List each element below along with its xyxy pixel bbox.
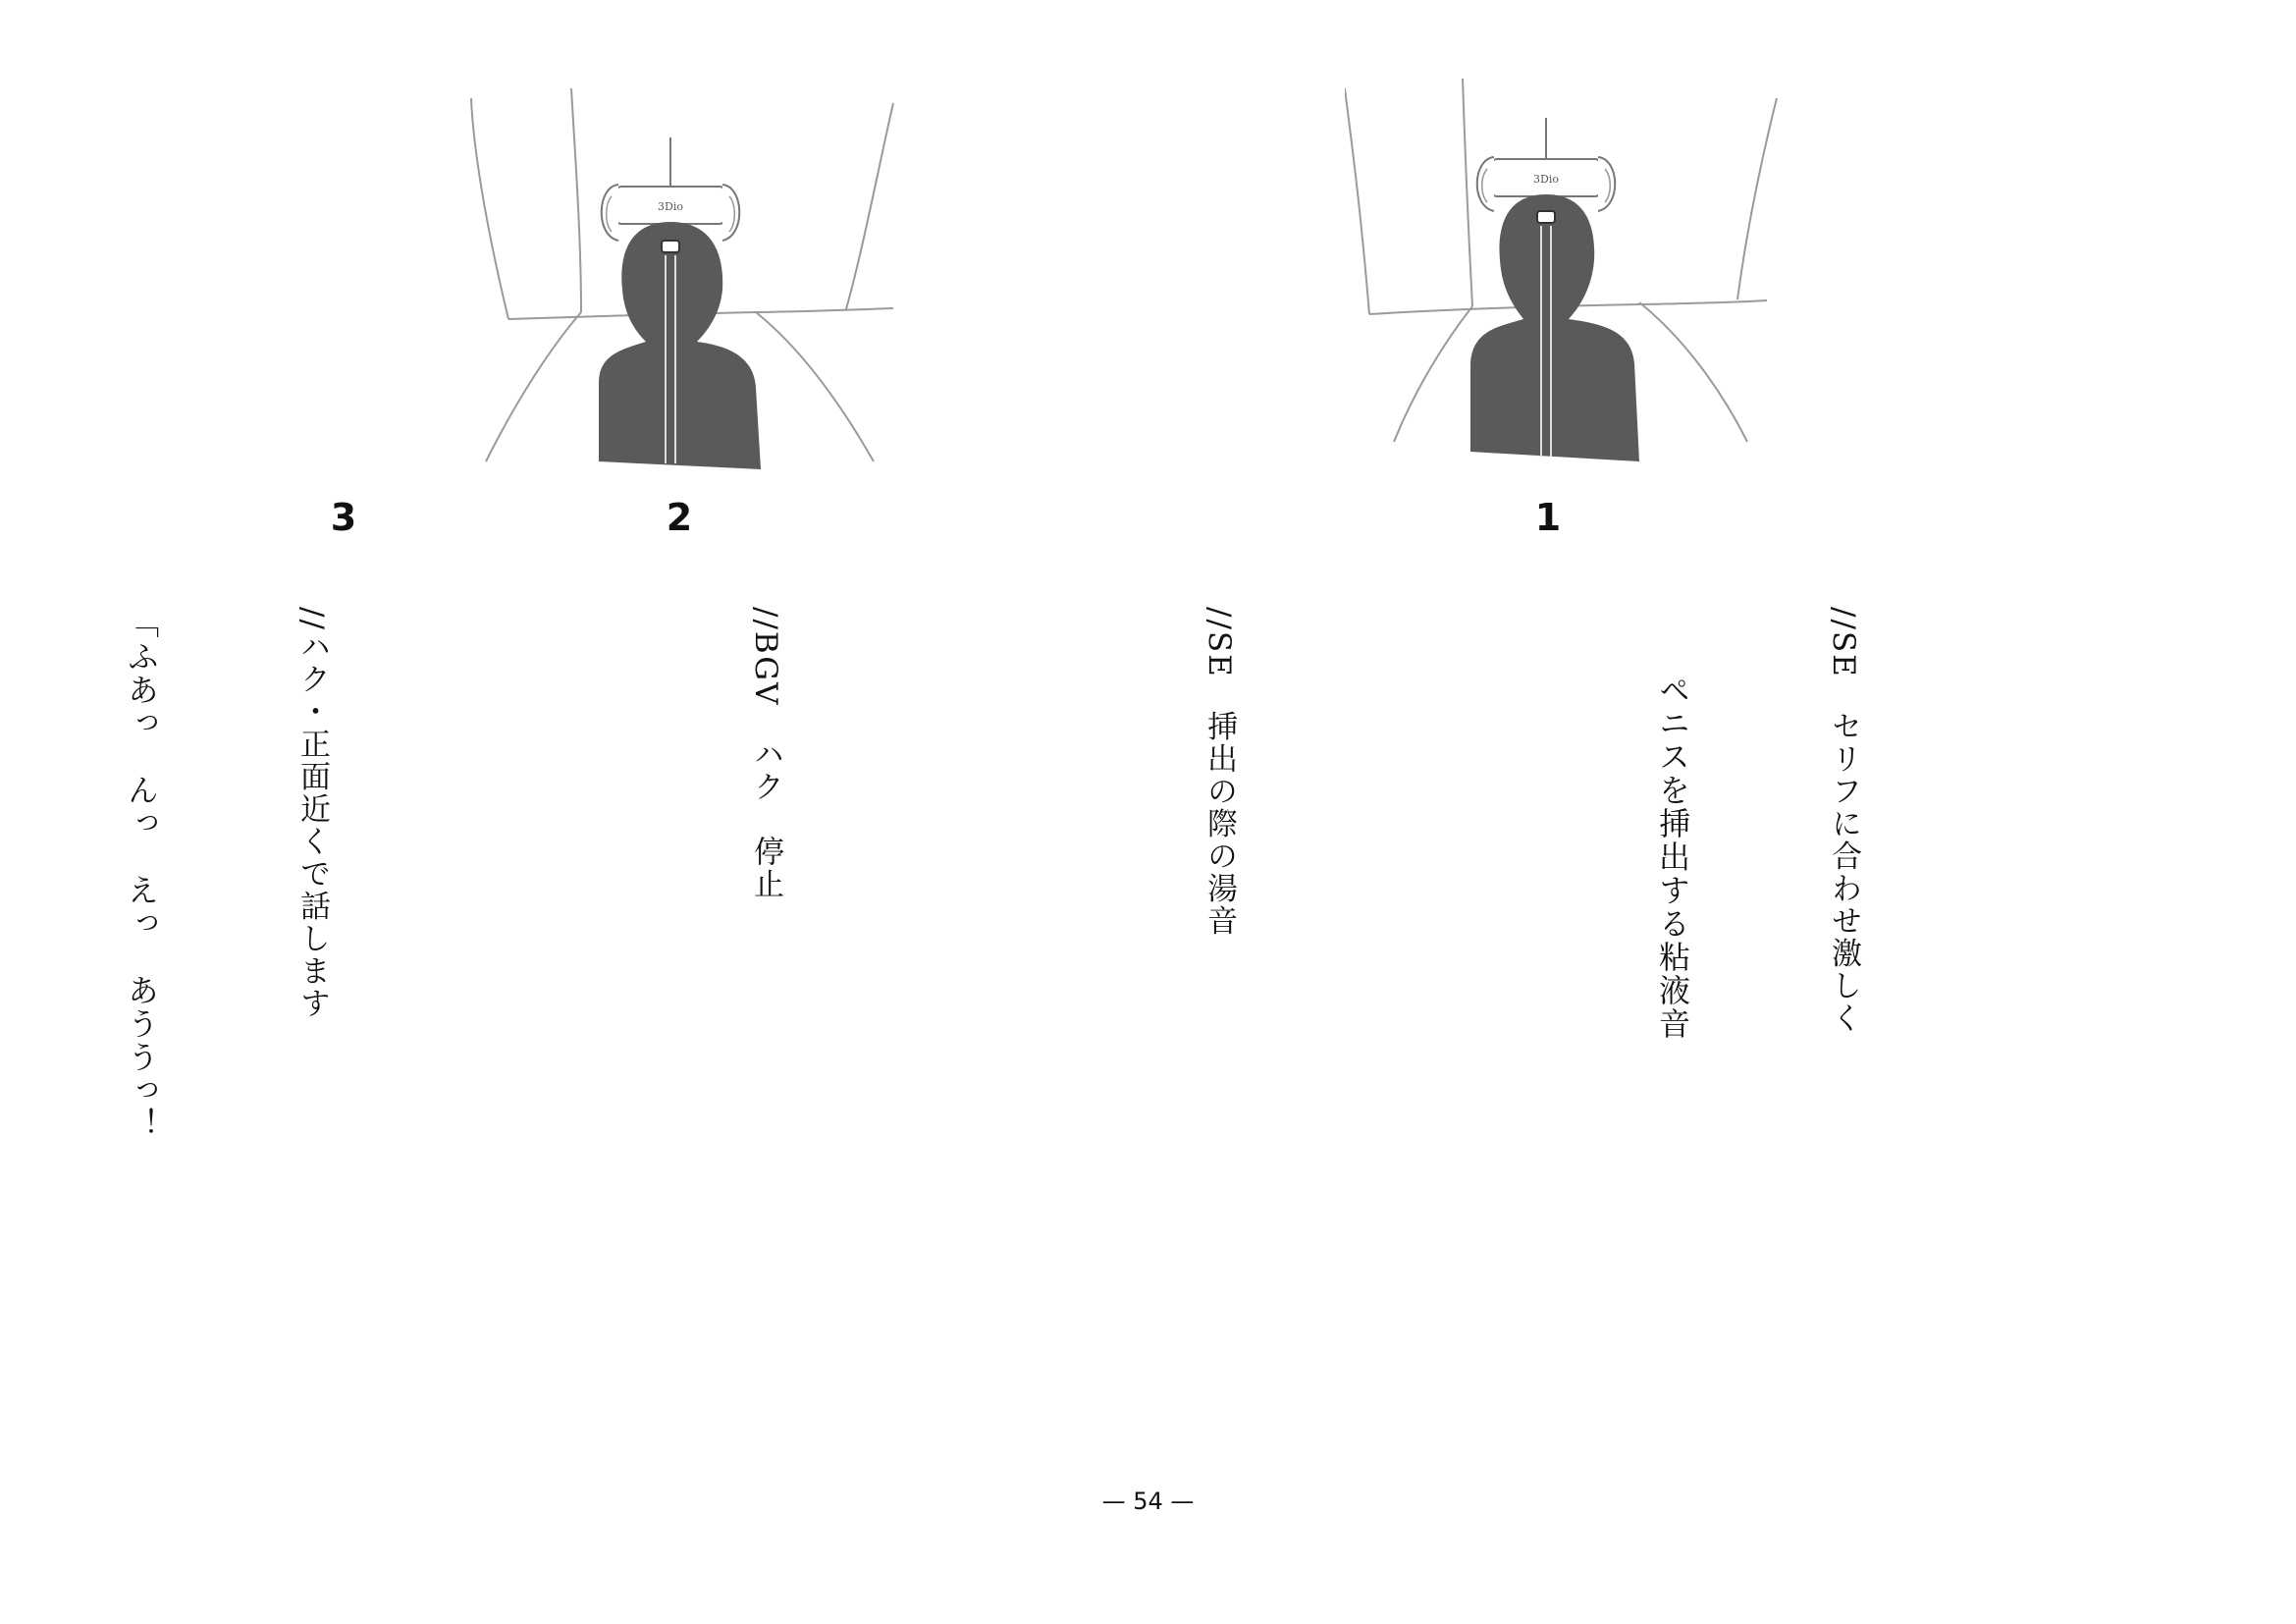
figure-silhouette <box>599 222 761 469</box>
position-marker-1: 1 <box>1534 496 1562 539</box>
script-body <box>0 607 2100 1314</box>
page-number: — 54 — <box>1101 1488 1195 1515</box>
figure-silhouette <box>1470 194 1639 461</box>
script-line: //ハク・正面近くで話します <box>294 607 330 1020</box>
script-line: ペニスを挿出する粘液音 <box>1654 607 1691 1041</box>
script-line: //SE 挿出の際の湯音 <box>1201 607 1237 938</box>
position-marker-3: 3 <box>330 496 357 539</box>
device-label: 3Dio <box>1533 173 1559 186</box>
script-block-haku-1 <box>0 607 454 1314</box>
device-label: 3Dio <box>658 200 683 213</box>
scene-illustration-2 <box>461 88 913 481</box>
script-block-se-1 <box>1530 607 1986 1314</box>
script-line: //SE セリフに合わせ激しく <box>1826 607 1861 1035</box>
position-marker-2: 2 <box>666 496 693 539</box>
script-line: //BGV ハク 停止 <box>748 607 783 901</box>
script-block-bgv-1 <box>623 607 908 1314</box>
scene-illustration-1 <box>1345 79 1787 471</box>
script-line: 「ふあっ んっ えっ あううっ！ <box>123 607 160 1141</box>
script-block-se-2 <box>1077 607 1362 1314</box>
